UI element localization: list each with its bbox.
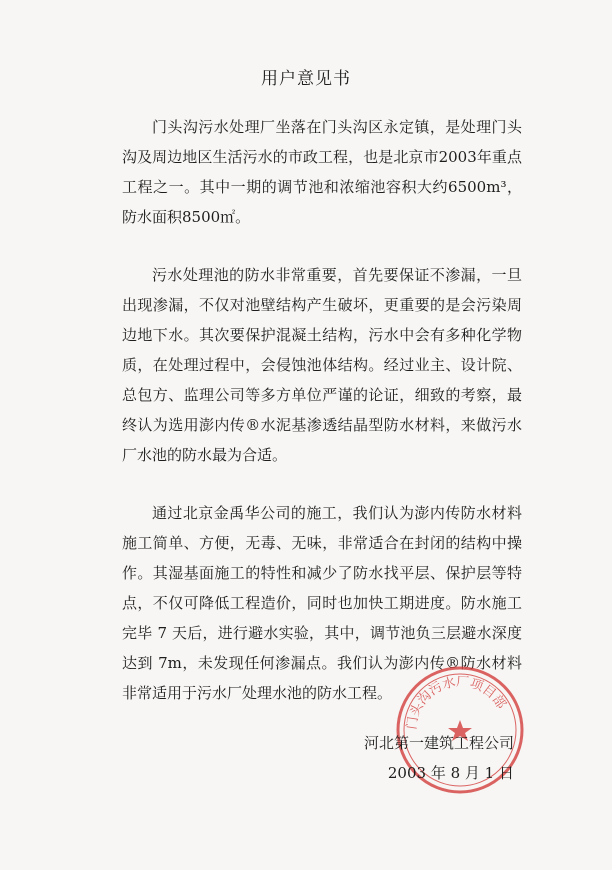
signature-block <box>364 728 514 788</box>
paragraph-3: 通过北京金禹华公司的施工，我们认为澎内传防水材料施工简单、方便，无毒、无味，非常适合在封闭的结构中操作。其湿基面施工的特性和减少了防水找平层、保护层等特点，不仅可降低工程造价，同时也加快工期进度。防水施工完毕 7 天后，进行避水实验，其中，调节池负三层避水深度达到 7m，未发现任何渗漏点。我们认为澎内传®防水材料非常适用于污水厂处理水池的防水工程。 <box>122 504 522 702</box>
signature-company: 河北第一建筑工程公司 <box>363 734 514 752</box>
letter-body <box>122 112 522 708</box>
paragraph-2: 污水处理池的防水非常重要，首先要保证不渗漏，一旦出现渗漏，不仅对池壁结构产生破坏，更重要的是会污染周边地下水。其次要保护混凝土结构，污水中会有多种化学物质，在处理过程中，会侵蚀池体结构。经过业主、设计院、总包方、监理公司等多方单位严谨的论证，细致的考察，最终认为选用澎内传®水泥基渗透结晶型防水材料，来做污水厂水池的防水最为合适。 <box>122 266 522 464</box>
document-title: 用户意见书 <box>261 69 351 89</box>
seal-text: 门头沟污水厂项目部 <box>404 674 509 731</box>
paragraph-1: 门头沟污水处理厂坐落在门头沟区永定镇，是处理门头沟及周边地区生活污水的市政工程，也是北京市2003年重点工程之一。其中一期的调节池和浓缩池容积大约6500m³，防水面积8500㎡。 <box>122 118 522 226</box>
signature-date: 2003 年 8 月 1 日 <box>387 764 514 782</box>
